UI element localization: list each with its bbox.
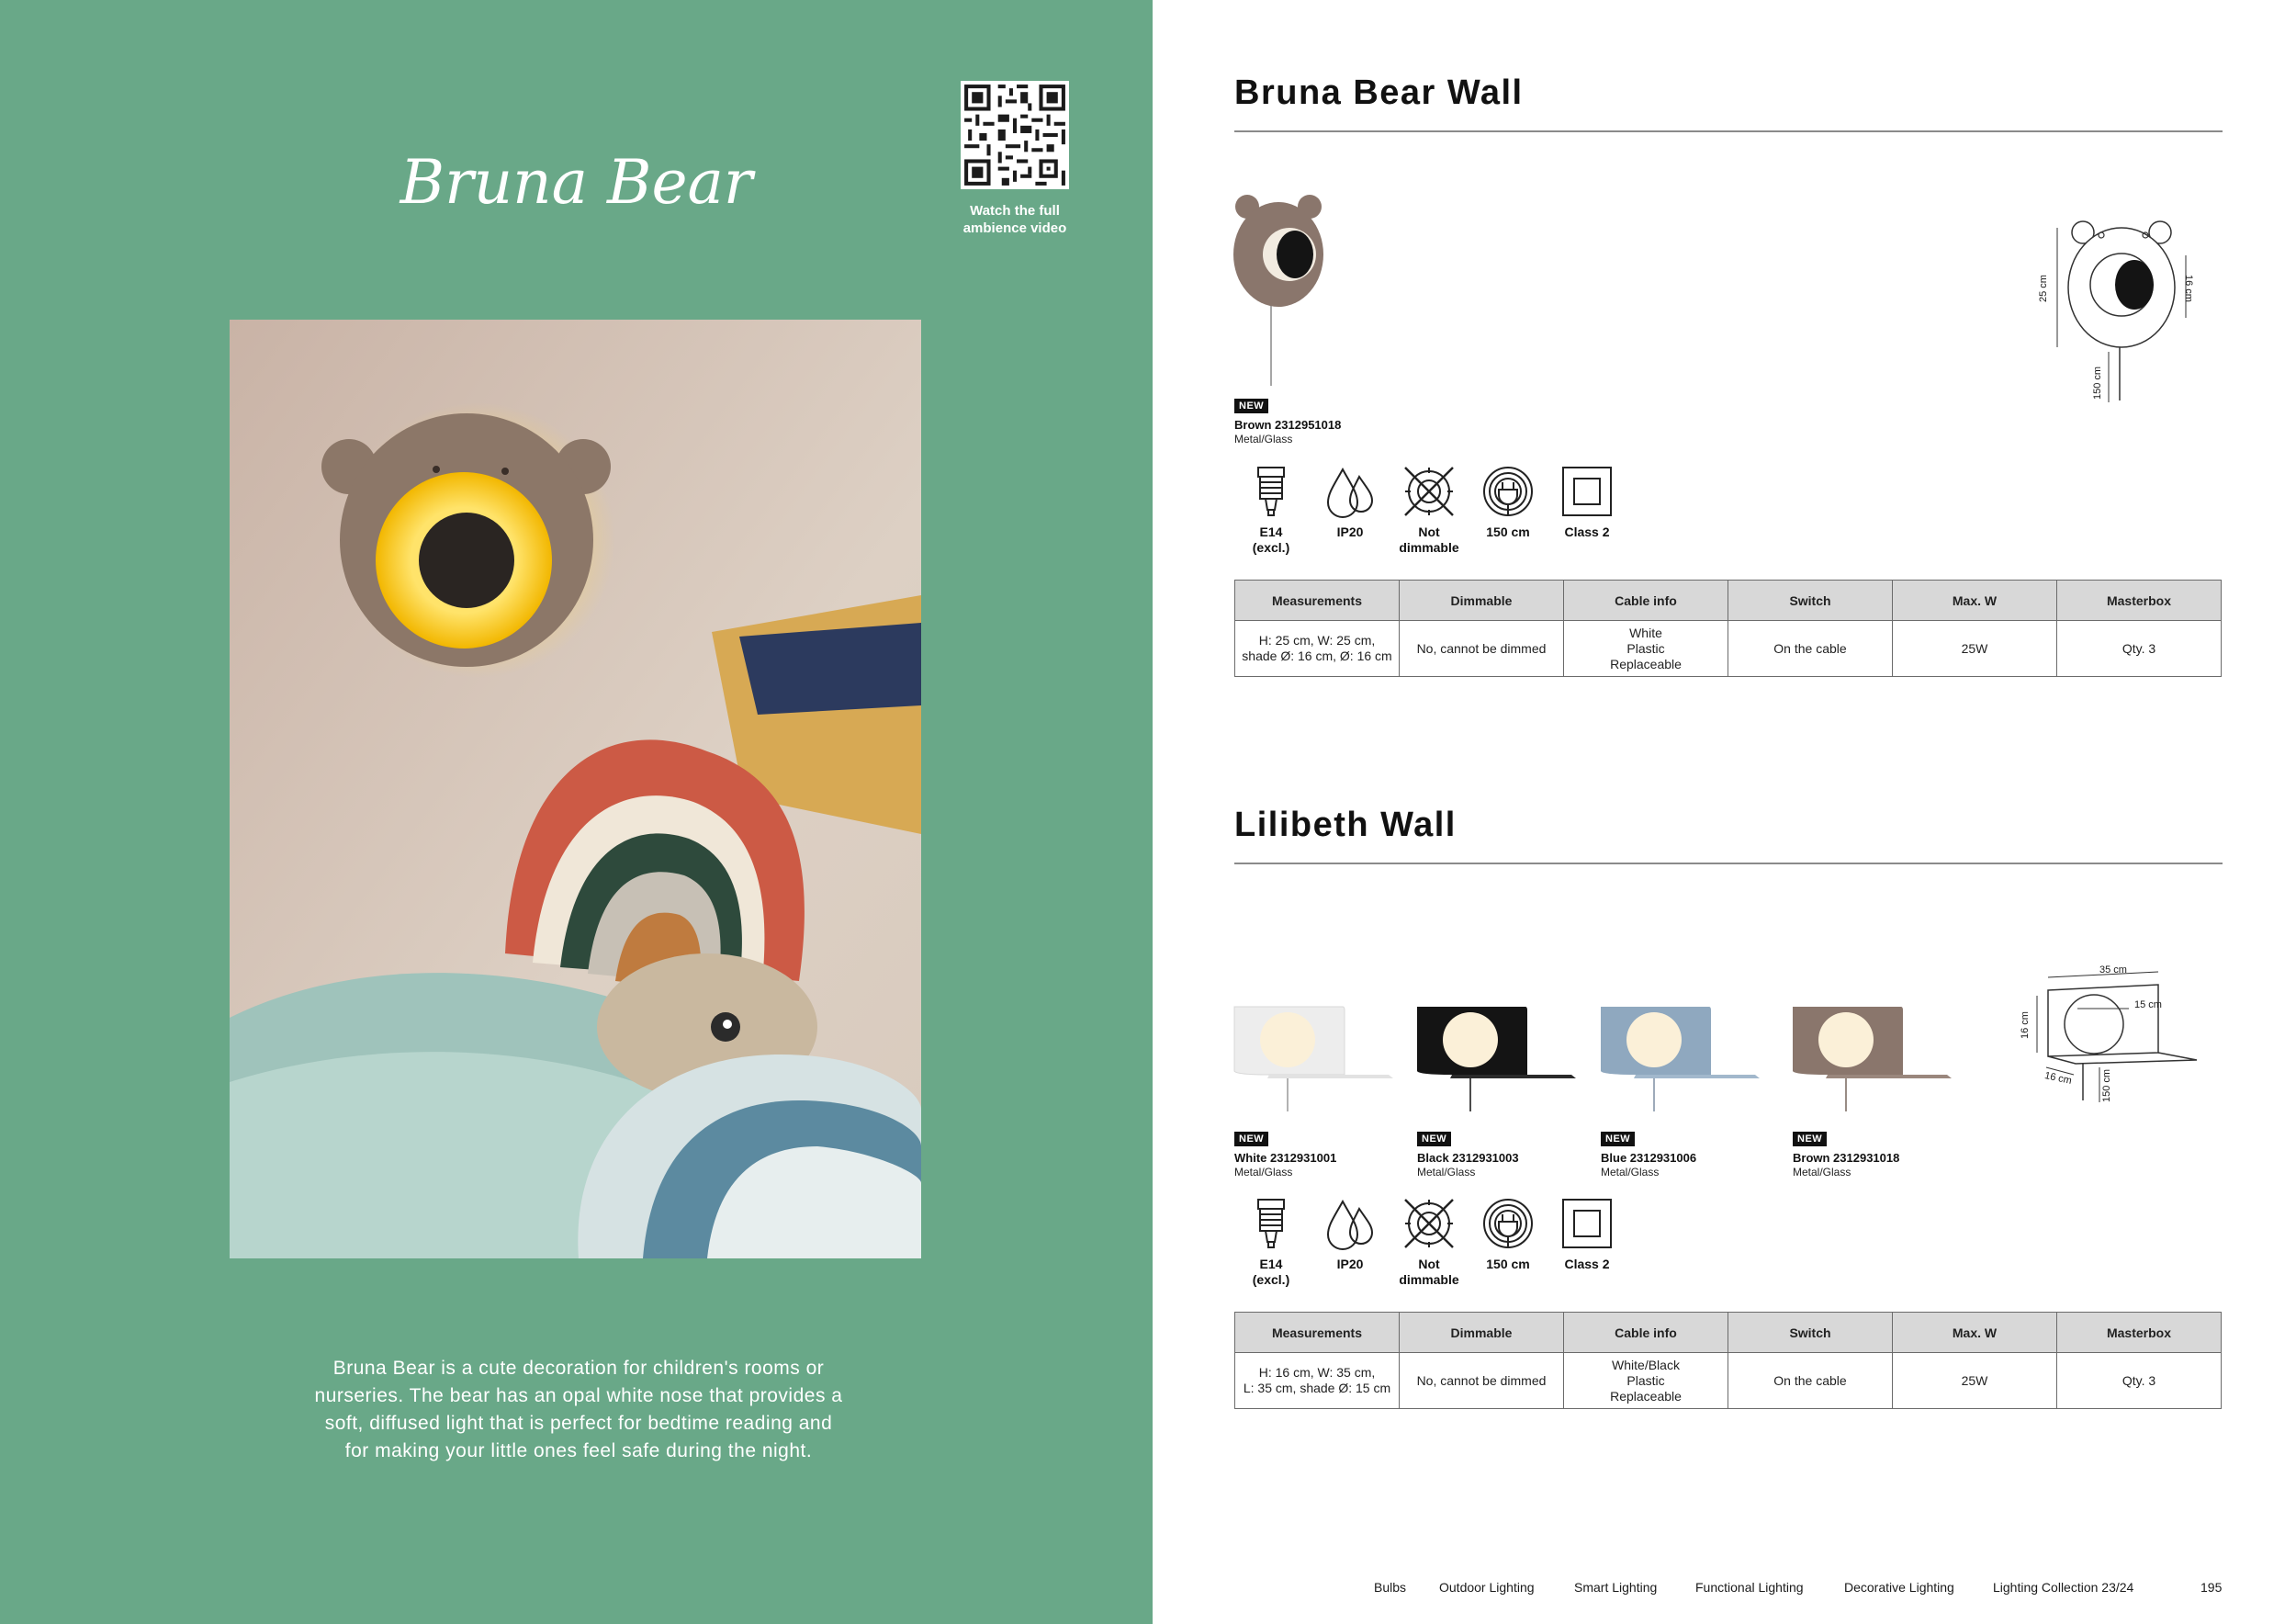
cell-measurements: H: 25 cm, W: 25 cm, shade Ø: 16 cm, Ø: 16 cm (1235, 621, 1400, 677)
cell-dimmable: No, cannot be dimmed (1400, 621, 1564, 677)
not-dimmable-icon (1401, 464, 1457, 519)
lifestyle-photo (230, 320, 921, 1258)
col-dimmable: Dimmable (1400, 1313, 1564, 1353)
not-dimmable-icon (1401, 1196, 1457, 1251)
new-badge: NEW (1417, 1132, 1451, 1146)
e14-bulb-icon (1247, 1196, 1295, 1251)
feature-class2: Class 2 (1550, 1196, 1624, 1272)
feature-cable: 150 cm (1471, 464, 1545, 540)
col-switch: Switch (1728, 1313, 1893, 1353)
variant-material: Metal/Glass (1234, 1166, 1293, 1179)
cell-max-w: 25W (1893, 621, 2057, 677)
footer-current-section[interactable]: Decorative Lighting (1844, 1580, 1954, 1595)
footer-collection: Lighting Collection 23/24 (1993, 1580, 2134, 1595)
new-badge: NEW (1601, 1132, 1635, 1146)
col-measurements: Measurements (1235, 1313, 1400, 1353)
table-header-row (1235, 1313, 2222, 1353)
col-max-w: Max. W (1893, 581, 2057, 621)
feature-ip20: IP20 (1313, 1196, 1387, 1272)
footer-nav-smart[interactable]: Smart Lighting (1574, 1580, 1658, 1595)
footer-nav-bulbs[interactable]: Bulbs (1374, 1580, 1407, 1595)
dim-depth: 16 cm (2043, 1070, 2073, 1087)
qr-code-icon[interactable] (961, 81, 1069, 189)
product-description: Bruna Bear is a cute decoration for children's rooms or nurseries. The bear has an opal white nose that provides a soft, diffused light that is perfect for bedtime reading and for making your little ones feel safe during the night. (314, 1358, 843, 1461)
page-number: 195 (2200, 1580, 2223, 1595)
variant-name: Brown 2312951018 (1234, 418, 1342, 432)
col-switch: Switch (1728, 581, 1893, 621)
variant-material: Metal/Glass (1793, 1166, 1851, 1179)
bruna-feature-icons (1234, 464, 1657, 565)
class2-icon (1559, 464, 1615, 519)
section-divider (1234, 130, 2223, 132)
bruna-dimension-drawing (2037, 209, 2221, 412)
new-badge: NEW (1234, 1132, 1268, 1146)
bruna-product-image[interactable] (1231, 188, 1336, 390)
class2-icon (1559, 1196, 1615, 1251)
dim-width: 35 cm (2099, 964, 2127, 976)
bruna-spec-table (1234, 580, 2222, 677)
cell-measurements: H: 16 cm, W: 35 cm, L: 35 cm, shade Ø: 15 cm (1235, 1353, 1400, 1409)
feature-class2: Class 2 (1550, 464, 1624, 540)
cell-masterbox: Qty. 3 (2057, 621, 2222, 677)
dim-shade: 16 cm (2182, 275, 2194, 302)
feature-not-dimmable: Not dimmable (1392, 1196, 1466, 1288)
footer-nav-outdoor[interactable]: Outdoor Lighting (1439, 1580, 1535, 1595)
lilibeth-brown-image[interactable] (1791, 1003, 1952, 1113)
table-row (1235, 1353, 2222, 1409)
cell-cable-info: White Plastic Replaceable (1564, 621, 1728, 677)
col-dimmable: Dimmable (1400, 581, 1564, 621)
dim-shade: 15 cm (2134, 999, 2162, 1010)
col-cable-info: Cable info (1564, 1313, 1728, 1353)
col-measurements: Measurements (1235, 581, 1400, 621)
variant-name: White 2312931001 (1234, 1151, 1337, 1165)
lilibeth-white-image[interactable] (1232, 1003, 1393, 1113)
lilibeth-section-title: Lilibeth Wall (1234, 806, 1457, 844)
col-cable-info: Cable info (1564, 581, 1728, 621)
cell-cable-info: White/Black Plastic Replaceable (1564, 1353, 1728, 1409)
lilibeth-feature-icons (1234, 1196, 1657, 1297)
dim-cable: 150 cm (2092, 366, 2104, 400)
cell-max-w: 25W (1893, 1353, 2057, 1409)
cable-plug-icon (1480, 1196, 1536, 1251)
table-row (1235, 621, 2222, 677)
lilibeth-spec-table (1234, 1312, 2222, 1409)
ip20-drops-icon (1322, 1196, 1378, 1251)
ip20-drops-icon (1322, 464, 1378, 519)
col-max-w: Max. W (1893, 1313, 2057, 1353)
new-badge: NEW (1793, 1132, 1827, 1146)
dim-height: 25 cm (2037, 275, 2049, 302)
table-header-row (1235, 581, 2222, 621)
variant-material: Metal/Glass (1601, 1166, 1660, 1179)
cable-plug-icon (1480, 464, 1536, 519)
feature-e14: E14 (excl.) (1234, 1196, 1308, 1288)
variant-name: Black 2312931003 (1417, 1151, 1519, 1165)
variant-material: Metal/Glass (1234, 433, 1293, 445)
dim-cable: 150 cm (2101, 1068, 2113, 1103)
cell-switch: On the cable (1728, 621, 1893, 677)
feature-ip20: IP20 (1313, 464, 1387, 540)
qr-caption: Watch the full ambience video (962, 203, 1067, 236)
bruna-section-title: Bruna Bear Wall (1234, 73, 1524, 112)
variant-name: Brown 2312931018 (1793, 1151, 1900, 1165)
variant-name: Blue 2312931006 (1601, 1151, 1697, 1165)
lilibeth-black-image[interactable] (1415, 1003, 1576, 1113)
collection-title: Bruna Bear (400, 147, 753, 218)
cell-masterbox: Qty. 3 (2057, 1353, 2222, 1409)
variant-material: Metal/Glass (1417, 1166, 1476, 1179)
feature-e14: E14 (excl.) (1234, 464, 1308, 556)
lilibeth-dimension-drawing (2020, 964, 2213, 1111)
e14-bulb-icon (1247, 464, 1295, 519)
cell-dimmable: No, cannot be dimmed (1400, 1353, 1564, 1409)
dim-height: 16 cm (2019, 1011, 2031, 1039)
cell-switch: On the cable (1728, 1353, 1893, 1409)
col-masterbox: Masterbox (2057, 581, 2222, 621)
feature-cable: 150 cm (1471, 1196, 1545, 1272)
feature-not-dimmable: Not dimmable (1392, 464, 1466, 556)
col-masterbox: Masterbox (2057, 1313, 2222, 1353)
lilibeth-blue-image[interactable] (1599, 1003, 1760, 1113)
new-badge: NEW (1234, 399, 1268, 413)
footer-nav-functional[interactable]: Functional Lighting (1695, 1580, 1804, 1595)
section-divider (1234, 863, 2223, 864)
